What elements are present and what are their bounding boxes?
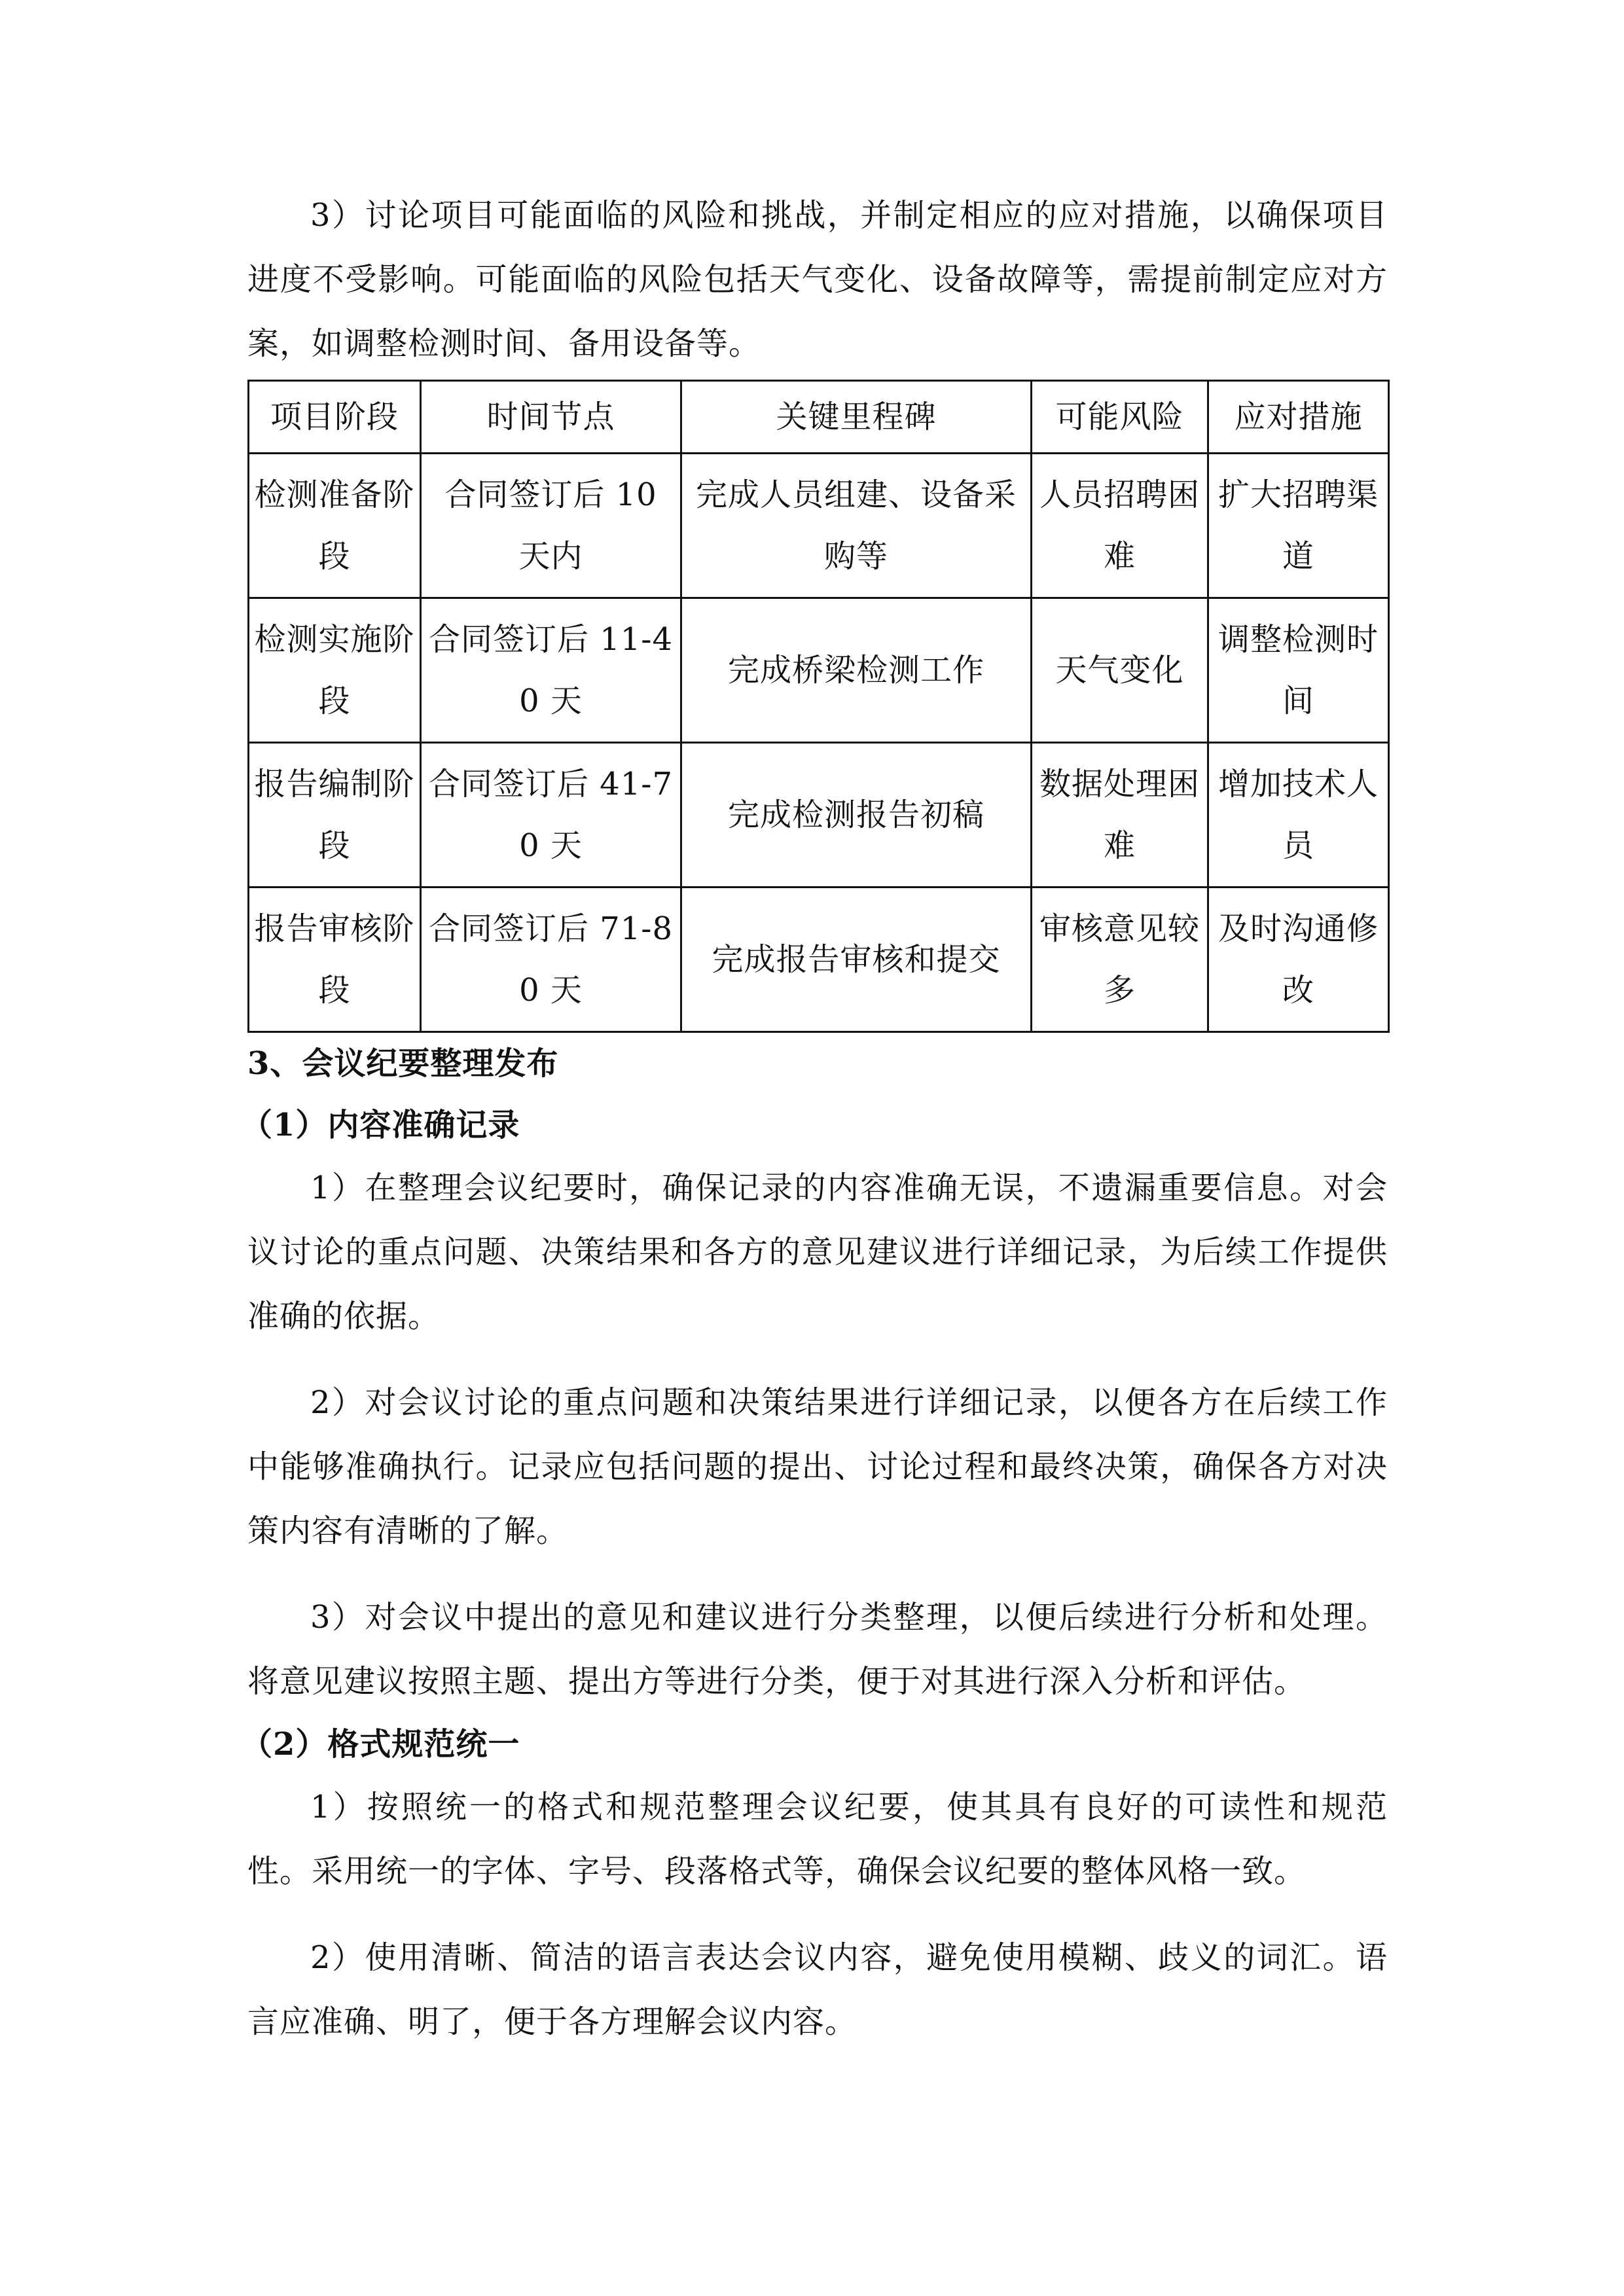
table-header-row [249,381,1389,454]
header-cell: 项目阶段 [249,381,421,454]
table-row [249,598,1389,743]
paragraph: 3）对会议中提出的意见和建议进行分类整理，以便后续进行分析和处理。将意见建议按照主题、提出方等进行分类，便于对其进行深入分析和评估。 [247,1599,1388,1700]
table-cell: 合同签订后 71-80 天 [421,888,681,1032]
table-cell: 报告审核阶段 [249,888,421,1032]
table-cell: 报告编制阶段 [249,743,421,888]
paragraph: 1）在整理会议纪要时，确保记录的内容准确无误，不遗漏重要信息。对会议讨论的重点问题、决策结果和各方的意见建议进行详细记录，为后续工作提供准确的依据。 [247,1170,1388,1335]
table-cell: 扩大招聘渠道 [1208,454,1389,598]
header-cell: 应对措施 [1208,381,1389,454]
table-row [249,454,1389,598]
header-cell: 时间节点 [421,381,681,454]
table-cell: 完成人员组建、设备采购等 [681,454,1032,598]
subsection-heading: （1）内容准确记录 [241,1107,520,1143]
table-cell: 完成报告审核和提交 [681,888,1032,1032]
table-row [249,888,1389,1032]
paragraph: 1）按照统一的格式和规范整理会议纪要，使其具有良好的可读性和规范性。采用统一的字体、字号、段落格式等，确保会议纪要的整体风格一致。 [247,1789,1388,1890]
intro-paragraph: 3）讨论项目可能面临的风险和挑战，并制定相应的应对措施，以确保项目进度不受影响。可能面临的风险包括天气变化、设备故障等，需提前制定应对方案，如调整检测时间、备用设备等。 [247,197,1388,362]
table-cell: 调整检测时间 [1208,598,1389,743]
table-cell: 增加技术人员 [1208,743,1389,888]
schedule-table [247,380,1390,1033]
table-cell: 合同签订后 41-70 天 [421,743,681,888]
header-cell: 可能风险 [1032,381,1208,454]
table-cell: 天气变化 [1032,598,1208,743]
table-cell: 审核意见较多 [1032,888,1208,1032]
paragraph: 2）使用清晰、简洁的语言表达会议内容，避免使用模糊、歧义的词汇。语言应准确、明了，便于各方理解会议内容。 [247,1939,1388,2040]
table-cell: 合同签订后 11-40 天 [421,598,681,743]
table-cell: 数据处理困难 [1032,743,1208,888]
table-cell: 完成检测报告初稿 [681,743,1032,888]
table-cell: 检测实施阶段 [249,598,421,743]
table-cell: 人员招聘困难 [1032,454,1208,598]
header-cell: 关键里程碑 [681,381,1032,454]
section-heading: 3、会议纪要整理发布 [247,1045,559,1082]
subsection-heading: （2）格式规范统一 [241,1726,520,1763]
document-page [241,183,1388,2054]
table-cell: 合同签订后 10 天内 [421,454,681,598]
table-cell: 完成桥梁检测工作 [681,598,1032,743]
table-cell: 及时沟通修改 [1208,888,1389,1032]
table-cell: 检测准备阶段 [249,454,421,598]
table-row [249,743,1389,888]
paragraph: 2）对会议讨论的重点问题和决策结果进行详细记录，以便各方在后续工作中能够准确执行。记录应包括问题的提出、讨论过程和最终决策，确保各方对决策内容有清晰的了解。 [247,1384,1388,1549]
